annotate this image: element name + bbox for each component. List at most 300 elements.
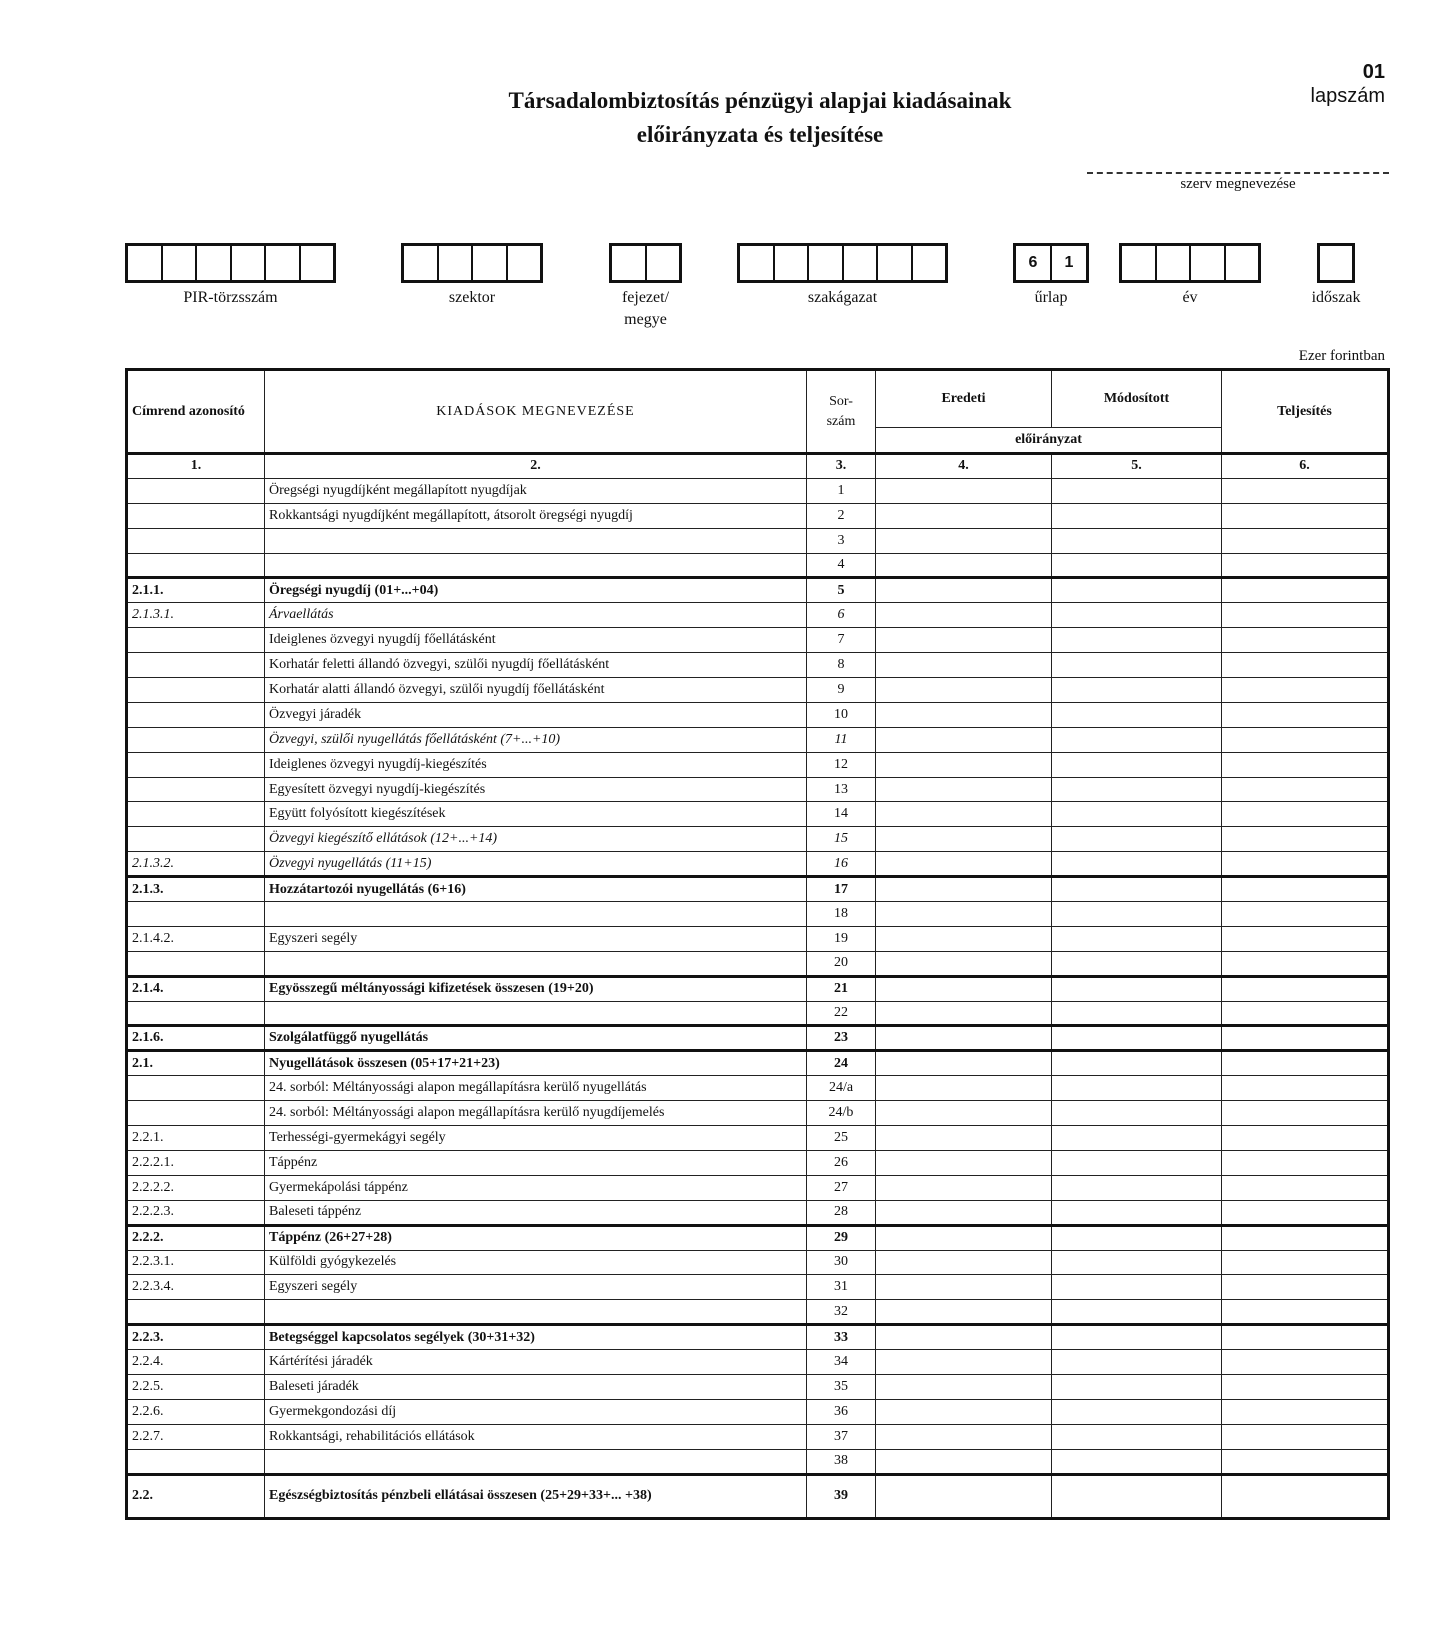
modositott-cell[interactable] xyxy=(1052,1150,1222,1175)
teljesites-cell[interactable] xyxy=(1222,1225,1389,1250)
eredeti-cell[interactable] xyxy=(876,1449,1052,1474)
teljesites-cell[interactable] xyxy=(1222,528,1389,553)
row-code: 2.2.3.1. xyxy=(127,1250,265,1275)
teljesites-cell[interactable] xyxy=(1222,1200,1389,1225)
fejezet-label-line2: megye xyxy=(624,311,667,328)
row-number: 8 xyxy=(807,653,876,678)
modositott-cell[interactable] xyxy=(1052,1374,1222,1399)
eredeti-cell[interactable] xyxy=(876,1399,1052,1424)
modositott-cell[interactable] xyxy=(1052,528,1222,553)
eredeti-cell[interactable] xyxy=(876,1300,1052,1325)
row-number: 30 xyxy=(807,1250,876,1275)
row-number: 1 xyxy=(807,478,876,503)
modositott-cell[interactable] xyxy=(1052,1399,1222,1424)
row-name: Baleseti táppénz xyxy=(265,1200,807,1225)
row-name: Ideiglenes özvegyi nyugdíj főellátásként xyxy=(265,628,807,653)
teljesites-cell[interactable] xyxy=(1222,1101,1389,1126)
row-number: 24 xyxy=(807,1051,876,1076)
row-number: 10 xyxy=(807,702,876,727)
row-code: 2.1.4. xyxy=(127,976,265,1001)
table-row xyxy=(127,877,1389,902)
teljesites-cell[interactable] xyxy=(1222,1474,1389,1518)
eredeti-cell[interactable] xyxy=(876,1374,1052,1399)
row-number: 4 xyxy=(807,553,876,578)
row-code: 2.2.3. xyxy=(127,1325,265,1350)
teljesites-cell[interactable] xyxy=(1222,1076,1389,1101)
teljesites-cell[interactable] xyxy=(1222,802,1389,827)
teljesites-cell[interactable] xyxy=(1222,578,1389,603)
row-name: 24. sorból: Méltányossági alapon megállapításra kerülő nyugdíjemelés xyxy=(265,1101,807,1126)
col-number-6: 6. xyxy=(1222,454,1389,479)
eredeti-cell[interactable] xyxy=(876,553,1052,578)
row-code xyxy=(127,802,265,827)
modositott-cell[interactable] xyxy=(1052,702,1222,727)
teljesites-cell[interactable] xyxy=(1222,678,1389,703)
teljesites-cell[interactable] xyxy=(1222,603,1389,628)
table-row xyxy=(127,1424,1389,1449)
table-row xyxy=(127,1026,1389,1051)
teljesites-cell[interactable] xyxy=(1222,727,1389,752)
organization-name-line: szerv megnevezése xyxy=(1087,172,1389,193)
modositott-cell[interactable] xyxy=(1052,1449,1222,1474)
modositott-cell[interactable] xyxy=(1052,1076,1222,1101)
row-name: Terhességi-gyermekágyi segély xyxy=(265,1126,807,1151)
fejezet-label xyxy=(589,287,702,331)
row-code xyxy=(127,653,265,678)
row-name xyxy=(265,528,807,553)
page-number-block xyxy=(1311,60,1385,108)
header-szam: szám xyxy=(826,413,856,429)
eredeti-cell[interactable] xyxy=(876,1474,1052,1518)
row-number: 14 xyxy=(807,802,876,827)
modositott-cell[interactable] xyxy=(1052,578,1222,603)
modositott-cell[interactable] xyxy=(1052,976,1222,1001)
row-code xyxy=(127,503,265,528)
title-line-2: előirányzata és teljesítése xyxy=(636,122,884,147)
teljesites-cell[interactable] xyxy=(1222,852,1389,877)
eredeti-cell[interactable] xyxy=(876,802,1052,827)
row-number: 20 xyxy=(807,951,876,976)
digit-box[interactable] xyxy=(775,246,810,280)
eredeti-cell[interactable] xyxy=(876,1076,1052,1101)
eredeti-cell[interactable] xyxy=(876,578,1052,603)
modositott-cell[interactable] xyxy=(1052,926,1222,951)
teljesites-cell[interactable] xyxy=(1222,1275,1389,1300)
row-code xyxy=(127,1076,265,1101)
digit-box[interactable] xyxy=(647,246,680,280)
row-name: Külföldi gyógykezelés xyxy=(265,1250,807,1275)
row-code: 2.2.6. xyxy=(127,1399,265,1424)
row-number: 34 xyxy=(807,1350,876,1375)
row-code: 2.1.3.1. xyxy=(127,603,265,628)
table-row xyxy=(127,1449,1389,1474)
eredeti-cell[interactable] xyxy=(876,1200,1052,1225)
row-name: Özvegyi kiegészítő ellátások (12+...+14) xyxy=(265,827,807,852)
table-row xyxy=(127,852,1389,877)
fejezet-label-line1: fejezet/ xyxy=(621,289,670,306)
eredeti-cell[interactable] xyxy=(876,528,1052,553)
modositott-cell[interactable] xyxy=(1052,1350,1222,1375)
digit-box[interactable] xyxy=(266,246,301,280)
pir-code-boxes[interactable] xyxy=(125,243,336,283)
teljesites-cell[interactable] xyxy=(1222,1026,1389,1051)
eredeti-cell[interactable] xyxy=(876,603,1052,628)
eredeti-cell[interactable] xyxy=(876,877,1052,902)
eredeti-cell[interactable] xyxy=(876,503,1052,528)
row-number: 37 xyxy=(807,1424,876,1449)
row-name: Gyermekápolási táppénz xyxy=(265,1175,807,1200)
header-eredeti: Eredeti xyxy=(876,370,1052,428)
table-row xyxy=(127,678,1389,703)
row-name: Öregségi nyugdíjként megállapított nyugdíjak xyxy=(265,478,807,503)
row-code xyxy=(127,1449,265,1474)
modositott-cell[interactable] xyxy=(1052,478,1222,503)
pir-label: PIR-törzsszám xyxy=(183,289,278,306)
row-number: 3 xyxy=(807,528,876,553)
modositott-cell[interactable] xyxy=(1052,827,1222,852)
row-name: Özvegyi járadék xyxy=(265,702,807,727)
row-name: 24. sorból: Méltányossági alapon megállapításra kerülő nyugellátás xyxy=(265,1076,807,1101)
modositott-cell[interactable] xyxy=(1052,628,1222,653)
row-number: 28 xyxy=(807,1200,876,1225)
idoszak-label: időszak xyxy=(1311,289,1361,306)
teljesites-cell[interactable] xyxy=(1222,503,1389,528)
teljesites-cell[interactable] xyxy=(1222,827,1389,852)
row-number: 18 xyxy=(807,902,876,927)
row-number: 26 xyxy=(807,1150,876,1175)
row-number: 23 xyxy=(807,1026,876,1051)
teljesites-cell[interactable] xyxy=(1222,902,1389,927)
digit-box[interactable] xyxy=(844,246,879,280)
modositott-cell[interactable] xyxy=(1052,902,1222,927)
modositott-cell[interactable] xyxy=(1052,1325,1222,1350)
digit-box[interactable] xyxy=(1226,246,1259,280)
eredeti-cell[interactable] xyxy=(876,1001,1052,1026)
header-teljesites: Teljesítés xyxy=(1222,370,1389,454)
eredeti-cell[interactable] xyxy=(876,1051,1052,1076)
teljesites-cell[interactable] xyxy=(1222,1374,1389,1399)
eredeti-cell[interactable] xyxy=(876,1150,1052,1175)
row-name: Rokkantsági nyugdíjként megállapított, átsorolt öregségi nyugdíj xyxy=(265,503,807,528)
table-row xyxy=(127,553,1389,578)
teljesites-cell[interactable] xyxy=(1222,1399,1389,1424)
digit-box[interactable] xyxy=(473,246,508,280)
digit-box[interactable] xyxy=(1157,246,1192,280)
eredeti-cell[interactable] xyxy=(876,976,1052,1001)
table-row xyxy=(127,628,1389,653)
table-row xyxy=(127,777,1389,802)
modositott-cell[interactable] xyxy=(1052,1101,1222,1126)
eredeti-cell[interactable] xyxy=(876,852,1052,877)
szektor-code-boxes[interactable] xyxy=(401,243,543,283)
digit-box[interactable] xyxy=(301,246,334,280)
teljesites-cell[interactable] xyxy=(1222,976,1389,1001)
teljesites-cell[interactable] xyxy=(1222,1126,1389,1151)
row-number: 15 xyxy=(807,827,876,852)
eredeti-cell[interactable] xyxy=(876,951,1052,976)
modositott-cell[interactable] xyxy=(1052,1225,1222,1250)
modositott-cell[interactable] xyxy=(1052,752,1222,777)
row-code xyxy=(127,951,265,976)
table-row xyxy=(127,1101,1389,1126)
row-name: Baleseti járadék xyxy=(265,1374,807,1399)
table-row xyxy=(127,478,1389,503)
table-row xyxy=(127,1275,1389,1300)
eredeti-cell[interactable] xyxy=(876,1424,1052,1449)
digit-box[interactable] xyxy=(1191,246,1226,280)
ev-code-boxes[interactable] xyxy=(1119,243,1261,283)
row-name: Egyszeri segély xyxy=(265,926,807,951)
row-code xyxy=(127,628,265,653)
digit-box[interactable] xyxy=(809,246,844,280)
row-code: 2.1.6. xyxy=(127,1026,265,1051)
eredeti-cell[interactable] xyxy=(876,1126,1052,1151)
modositott-cell[interactable] xyxy=(1052,1001,1222,1026)
row-number: 16 xyxy=(807,852,876,877)
table-row xyxy=(127,926,1389,951)
table-row xyxy=(127,1350,1389,1375)
row-code xyxy=(127,827,265,852)
teljesites-cell[interactable] xyxy=(1222,752,1389,777)
modositott-cell[interactable] xyxy=(1052,1175,1222,1200)
table-row xyxy=(127,653,1389,678)
teljesites-cell[interactable] xyxy=(1222,1250,1389,1275)
row-name: Kártérítési járadék xyxy=(265,1350,807,1375)
row-code: 2.2.2.3. xyxy=(127,1200,265,1225)
urlap-label: űrlap xyxy=(1034,289,1068,306)
row-name: Együtt folyósított kiegészítések xyxy=(265,802,807,827)
digit-box[interactable] xyxy=(913,246,946,280)
digit-box[interactable] xyxy=(163,246,198,280)
eredeti-cell[interactable] xyxy=(876,678,1052,703)
eredeti-cell[interactable] xyxy=(876,653,1052,678)
digit-box[interactable] xyxy=(404,246,439,280)
digit-box[interactable] xyxy=(128,246,163,280)
row-code xyxy=(127,1001,265,1026)
table-row xyxy=(127,951,1389,976)
table-row xyxy=(127,1474,1389,1518)
digit-box[interactable] xyxy=(1320,246,1352,280)
eredeti-cell[interactable] xyxy=(876,1101,1052,1126)
teljesites-cell[interactable] xyxy=(1222,1150,1389,1175)
row-code: 2.2.4. xyxy=(127,1350,265,1375)
eredeti-cell[interactable] xyxy=(876,752,1052,777)
teljesites-cell[interactable] xyxy=(1222,1175,1389,1200)
table-row xyxy=(127,702,1389,727)
ev-label: év xyxy=(1182,289,1198,306)
digit-box[interactable] xyxy=(1122,246,1157,280)
digit-box[interactable] xyxy=(740,246,775,280)
row-code xyxy=(127,528,265,553)
row-number: 2 xyxy=(807,503,876,528)
modositott-cell[interactable] xyxy=(1052,653,1222,678)
row-name: Özvegyi nyugellátás (11+15) xyxy=(265,852,807,877)
teljesites-cell[interactable] xyxy=(1222,1424,1389,1449)
col-number-4: 4. xyxy=(876,454,1052,479)
eredeti-cell[interactable] xyxy=(876,478,1052,503)
eredeti-cell[interactable] xyxy=(876,702,1052,727)
modositott-cell[interactable] xyxy=(1052,1300,1222,1325)
row-name: Öregségi nyugdíj (01+...+04) xyxy=(265,578,807,603)
row-name: Nyugellátások összesen (05+17+21+23) xyxy=(265,1051,807,1076)
row-number: 21 xyxy=(807,976,876,1001)
urlap-digit-2: 1 xyxy=(1064,254,1074,271)
eredeti-cell[interactable] xyxy=(876,777,1052,802)
row-code: 2.2.2.2. xyxy=(127,1175,265,1200)
unit-label: Ezer forintban xyxy=(1298,348,1385,364)
modositott-cell[interactable] xyxy=(1052,1275,1222,1300)
eredeti-cell[interactable] xyxy=(876,902,1052,927)
modositott-cell[interactable] xyxy=(1052,1051,1222,1076)
modositott-cell[interactable] xyxy=(1052,1424,1222,1449)
table-row xyxy=(127,1175,1389,1200)
row-number: 25 xyxy=(807,1126,876,1151)
header-sor: Sor- xyxy=(829,393,853,409)
teljesites-cell[interactable] xyxy=(1222,1001,1389,1026)
row-name: Egészségbiztosítás pénzbeli ellátásai összesen (25+29+33+... +38) xyxy=(265,1474,807,1518)
teljesites-cell[interactable] xyxy=(1222,1350,1389,1375)
row-number: 12 xyxy=(807,752,876,777)
modositott-cell[interactable] xyxy=(1052,1474,1222,1518)
row-number: 22 xyxy=(807,1001,876,1026)
teljesites-cell[interactable] xyxy=(1222,877,1389,902)
modositott-cell[interactable] xyxy=(1052,1250,1222,1275)
teljesites-cell[interactable] xyxy=(1222,553,1389,578)
row-code xyxy=(127,1101,265,1126)
row-name: Táppénz (26+27+28) xyxy=(265,1225,807,1250)
modositott-cell[interactable] xyxy=(1052,1200,1222,1225)
row-number: 38 xyxy=(807,1449,876,1474)
modositott-cell[interactable] xyxy=(1052,678,1222,703)
eredeti-cell[interactable] xyxy=(876,827,1052,852)
teljesites-cell[interactable] xyxy=(1222,653,1389,678)
eredeti-cell[interactable] xyxy=(876,1250,1052,1275)
table-row xyxy=(127,752,1389,777)
header-modositott: Módosított xyxy=(1052,370,1222,428)
teljesites-cell[interactable] xyxy=(1222,926,1389,951)
row-code: 2.2. xyxy=(127,1474,265,1518)
eredeti-cell[interactable] xyxy=(876,1175,1052,1200)
table-row xyxy=(127,827,1389,852)
modositott-cell[interactable] xyxy=(1052,553,1222,578)
modositott-cell[interactable] xyxy=(1052,852,1222,877)
fejezet-code-boxes[interactable] xyxy=(609,243,682,283)
eredeti-cell[interactable] xyxy=(876,1350,1052,1375)
col-number-1: 1. xyxy=(127,454,265,479)
eredeti-cell[interactable] xyxy=(876,727,1052,752)
header-cimrend: Címrend azonosító xyxy=(127,370,265,454)
row-code xyxy=(127,777,265,802)
urlap-code-boxes xyxy=(1013,243,1089,283)
row-number: 24/b xyxy=(807,1101,876,1126)
table-body xyxy=(127,478,1389,1518)
szakagazat-code-boxes[interactable] xyxy=(737,243,948,283)
modositott-cell[interactable] xyxy=(1052,503,1222,528)
row-name xyxy=(265,1001,807,1026)
eredeti-cell[interactable] xyxy=(876,1225,1052,1250)
row-name: Egyszeri segély xyxy=(265,1275,807,1300)
row-code: 2.2.3.4. xyxy=(127,1275,265,1300)
teljesites-cell[interactable] xyxy=(1222,777,1389,802)
table-row xyxy=(127,727,1389,752)
row-code xyxy=(127,678,265,703)
row-name: Szolgálatfüggő nyugellátás xyxy=(265,1026,807,1051)
table-row xyxy=(127,503,1389,528)
row-number: 39 xyxy=(807,1474,876,1518)
modositott-cell[interactable] xyxy=(1052,1126,1222,1151)
row-number: 32 xyxy=(807,1300,876,1325)
row-code xyxy=(127,553,265,578)
col-number-5: 5. xyxy=(1052,454,1222,479)
eredeti-cell[interactable] xyxy=(876,628,1052,653)
eredeti-cell[interactable] xyxy=(876,926,1052,951)
teljesites-cell[interactable] xyxy=(1222,702,1389,727)
row-code xyxy=(127,702,265,727)
row-name: Ideiglenes özvegyi nyugdíj-kiegészítés xyxy=(265,752,807,777)
eredeti-cell[interactable] xyxy=(876,1275,1052,1300)
digit-box[interactable] xyxy=(878,246,913,280)
teljesites-cell[interactable] xyxy=(1222,628,1389,653)
row-name: Özvegyi, szülői nyugellátás főellátásként (7+...+10) xyxy=(265,727,807,752)
row-name: Árvaellátás xyxy=(265,603,807,628)
eredeti-cell[interactable] xyxy=(876,1325,1052,1350)
row-name: Egyösszegű méltányossági kifizetések összesen (19+20) xyxy=(265,976,807,1001)
digit-box[interactable] xyxy=(439,246,474,280)
title-line-1: Társadalombiztosítás pénzügyi alapjai kiadásainak xyxy=(508,88,1012,113)
row-name xyxy=(265,951,807,976)
row-name xyxy=(265,902,807,927)
table-row xyxy=(127,578,1389,603)
teljesites-cell[interactable] xyxy=(1222,1449,1389,1474)
teljesites-cell[interactable] xyxy=(1222,1325,1389,1350)
row-number: 27 xyxy=(807,1175,876,1200)
digit-box[interactable] xyxy=(197,246,232,280)
teljesites-cell[interactable] xyxy=(1222,1051,1389,1076)
digit-box[interactable] xyxy=(612,246,647,280)
row-code: 2.1.1. xyxy=(127,578,265,603)
row-code xyxy=(127,1300,265,1325)
row-name: Betegséggel kapcsolatos segélyek (30+31+32) xyxy=(265,1325,807,1350)
form-title xyxy=(380,84,1140,152)
modositott-cell[interactable] xyxy=(1052,603,1222,628)
modositott-cell[interactable] xyxy=(1052,727,1222,752)
digit-box[interactable] xyxy=(232,246,267,280)
table-row xyxy=(127,603,1389,628)
idoszak-code-box[interactable] xyxy=(1317,243,1355,283)
teljesites-cell[interactable] xyxy=(1222,478,1389,503)
table-row xyxy=(127,976,1389,1001)
row-number: 24/a xyxy=(807,1076,876,1101)
modositott-cell[interactable] xyxy=(1052,1026,1222,1051)
modositott-cell[interactable] xyxy=(1052,777,1222,802)
urlap-digit-1: 6 xyxy=(1016,246,1052,280)
eredeti-cell[interactable] xyxy=(876,1026,1052,1051)
table-row xyxy=(127,902,1389,927)
digit-box[interactable] xyxy=(508,246,541,280)
row-name xyxy=(265,553,807,578)
modositott-cell[interactable] xyxy=(1052,877,1222,902)
modositott-cell[interactable] xyxy=(1052,951,1222,976)
modositott-cell[interactable] xyxy=(1052,802,1222,827)
table-row xyxy=(127,1250,1389,1275)
header-sorszam xyxy=(807,370,876,454)
szektor-label: szektor xyxy=(448,289,496,306)
header-name: KIADÁSOK MEGNEVEZÉSE xyxy=(265,370,807,454)
teljesites-cell[interactable] xyxy=(1222,951,1389,976)
table-row xyxy=(127,802,1389,827)
teljesites-cell[interactable] xyxy=(1222,1300,1389,1325)
row-name: Egyesített özvegyi nyugdíj-kiegészítés xyxy=(265,777,807,802)
